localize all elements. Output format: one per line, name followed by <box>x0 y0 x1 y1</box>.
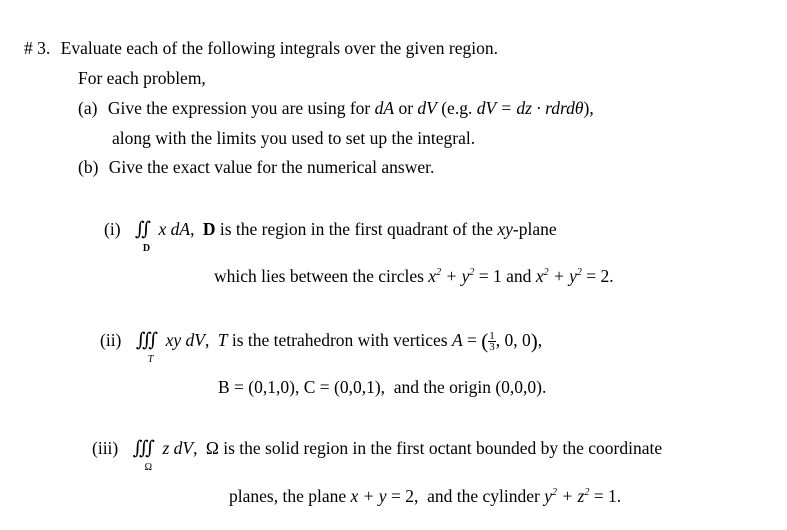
triple-integral-symbol: ∭ T <box>135 330 156 365</box>
triple-integral-symbol: ∭ Ω <box>132 438 153 473</box>
part-a-dA: dA <box>374 98 395 118</box>
part-b-line <box>78 157 434 178</box>
double-integral-symbol: ∬ D <box>134 219 149 254</box>
cylinder-equation: $y^2 + z^2 = 1$. <box>544 486 622 506</box>
part-a-close: ), <box>583 98 594 118</box>
part-a-line2-text: along with the limits you used to set up the integral. <box>112 128 476 148</box>
part-a-line <box>78 98 594 119</box>
problem-number: # 3. <box>24 38 51 58</box>
problem-ii-origin: and the origin (0,0,0). <box>385 377 547 397</box>
problem-i-desc: is the region in the first quadrant of the <box>215 219 498 239</box>
integral-region-subscript: D <box>142 243 148 254</box>
problem-iii-line-2: planes, the plane x + y = 2, and the cylinder $y^2 + z^2 = 1$. <box>229 486 622 506</box>
problem-i-integrand: x dA <box>158 219 191 239</box>
part-a-line-2 <box>112 128 475 149</box>
integral-region-subscript: Ω <box>144 462 150 473</box>
part-a-eg: (e.g. <box>436 98 477 118</box>
problem-iii-label: (iii) <box>92 438 119 458</box>
problem-ii-label: (ii) <box>100 330 122 350</box>
problem-ii-line-2 <box>218 377 546 398</box>
problem-iii-integrand: z dV <box>162 438 194 458</box>
integral-region-subscript: T <box>147 354 151 365</box>
problem-i-line-2: which lies between the circles $x^2 + y^2 = 1$ and $x^2 + y^2 = 2$. <box>214 266 614 286</box>
part-a-or: or <box>394 98 418 118</box>
problem-i-line-1: (i) ∬ D x dA, D is the region in the first quadrant of the xy-plane <box>104 219 557 254</box>
part-a-label: (a) <box>78 98 98 118</box>
part-a-text: Give the expression you are using for <box>107 98 375 118</box>
part-a-dV: dV <box>417 98 437 118</box>
problem-ii-line-1: (ii) ∭ T xy dV, T is the tetrahedron with vertices A = ( $\frac{1}{3}$ , 0, 0), <box>100 329 543 365</box>
circle-equation-1: $x^2 + y^2 = 1$ <box>428 266 502 286</box>
problem-i-desc-2: which lies between the circles <box>214 266 429 286</box>
problem-i-region: D <box>202 219 216 239</box>
plane-equation: x + y = 2, <box>350 486 419 506</box>
part-b-text: Give the exact value for the numerical answer. <box>108 157 435 177</box>
problem-ii-integrand: xy dV <box>165 330 205 350</box>
part-a-example: dV = dz · rdrdθ <box>476 98 584 118</box>
circle-equation-2: $x^2 + y^2 = 2$. <box>535 266 614 286</box>
problem-iii-desc-2: planes, the plane <box>229 486 351 506</box>
problem-header-line <box>24 38 498 59</box>
for-each-line <box>78 68 206 89</box>
for-each-text: For each problem, <box>78 68 206 88</box>
problem-ii-vertices: B = (0,1,0), C = (0,0,1), <box>218 377 386 397</box>
fraction-one-third: $\frac{1}{3}$ <box>489 330 495 354</box>
problem-iii-region: Ω <box>205 438 219 458</box>
problem-iii-desc: is the solid region in the first octant bounded by the coordinate <box>218 438 663 458</box>
instruction-text: Evaluate each of the following integrals over the given region. <box>60 38 498 58</box>
problem-iii-line-1: (iii) ∭ Ω z dV, Ω is the solid region in the first octant bounded by the coordinate <box>92 438 663 473</box>
problem-ii-region: T <box>217 330 228 350</box>
part-b-label: (b) <box>78 157 99 177</box>
problem-ii-desc: is the tetrahedron with vertices <box>227 330 452 350</box>
problem-i-label: (i) <box>104 219 121 239</box>
